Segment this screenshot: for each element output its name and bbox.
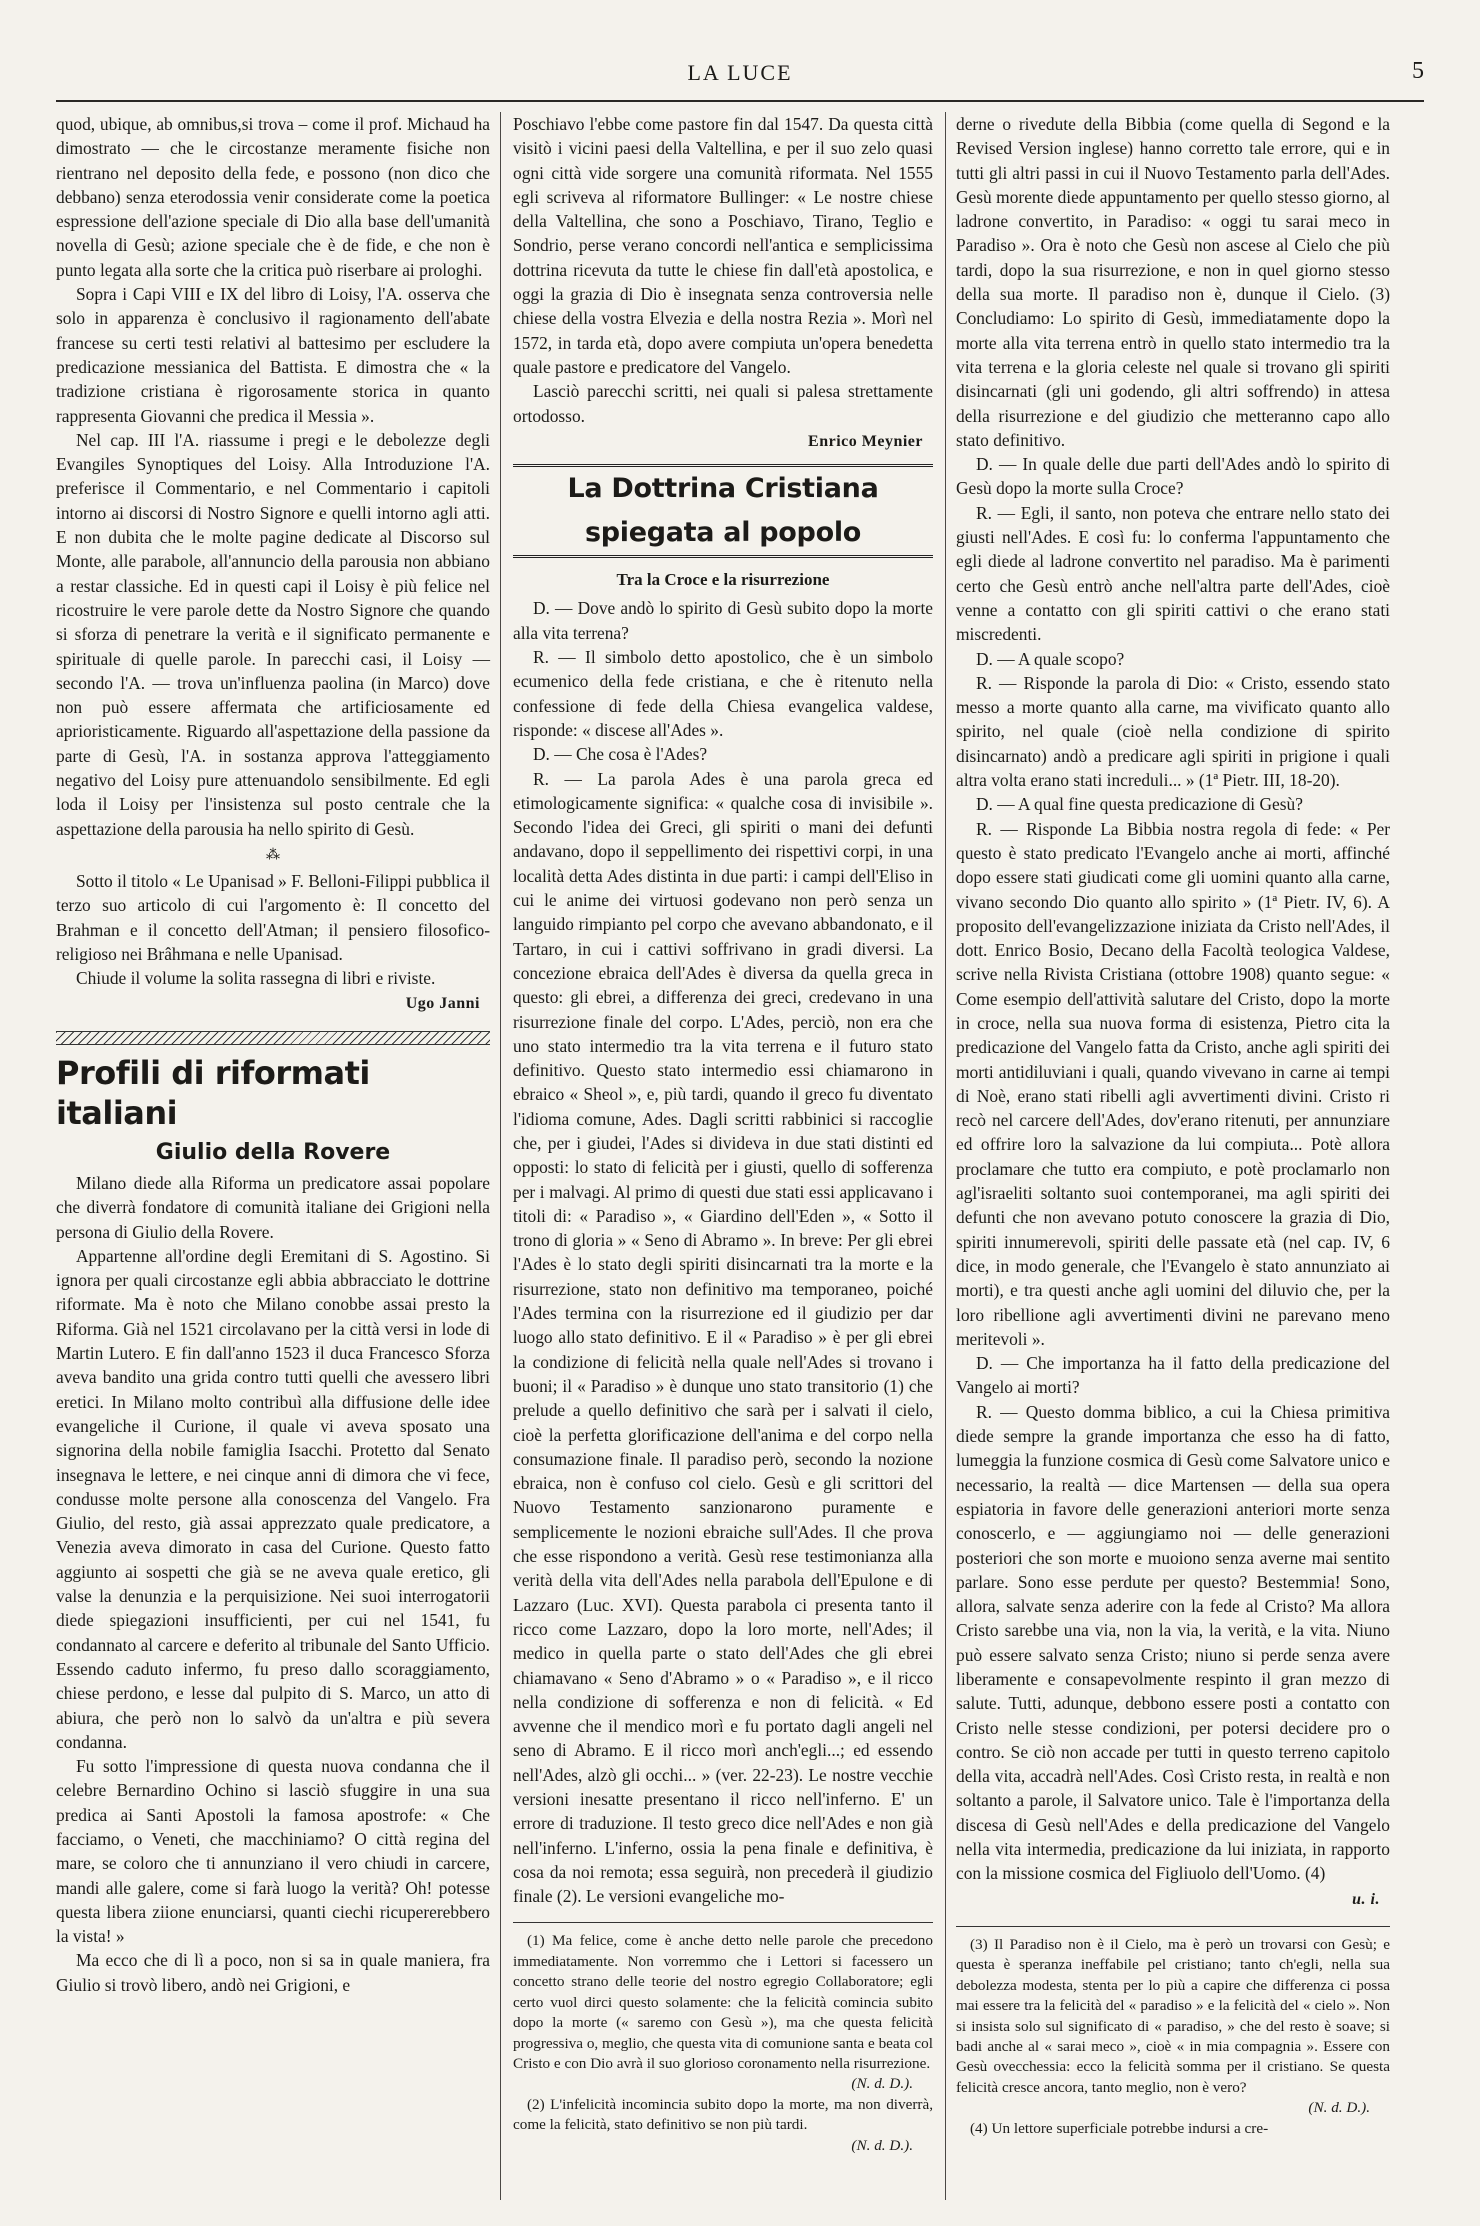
question: D. — In quale delle due parti dell'Ades andò lo spirito di Gesù dopo la morte sulla Croce? <box>956 454 1390 499</box>
answer: R. — Questo domma biblico, a cui la Chiesa primitiva diede sempre la grande importanza che esso ha di fatto, lumeggia la funzione cosmica di Gesù come Salvatore unico e necessario, la realtà — dice Martensen — della sua opera espiatoria in favore delle generazioni anteriori morte senza conoscerlo, e — aggiungiamo noi — delle generazioni posteriori che son morte e muoiono senza averne mai sentito parlare. Sono esse perdute per questo? Bestemmia! Sono, allora, salvate senza aderire con la fede al Cristo? Ma allora Cristo sarebbe una via, non la via, la verità, e la vita. Niuno può essere salvato senza Cristo; niuno si perde senza avere liberamente e consapevolmente respinto il gran mezzo di salute. Tutti, adunque, debbono essere posti a contatto con Cristo nelle stesse condizioni, per potersi decidere pro o contro. Se ciò non accade per tutti in questo terreno capitolo della vita, accadrà nell'Ades. Così Cristo resta, in realtà e non soltanto a parole, il Salvatore unico. Tale è l'importanza della discesa di Gesù nell'Ades e della predicazione del Vangelo nella vita intermedia, predicazione da lui iniziata, in rapporto con la missione cosmica del Figliuolo dell'Uomo. (4) <box>956 1401 1390 1884</box>
question: D. — Dove andò lo spirito di Gesù subito dopo la morte alla vita terrena? <box>513 598 933 643</box>
section-title: Profili di riformati italiani <box>56 1053 370 1132</box>
footnote: (1) Ma felice, come è anche detto nelle parole che precedono immediatamente. Non vorremmo che i Lettori si facessero un concetto strano delle teorie del nostro egregio Collaboratore; egli certo vuol dirci questo solamente: che la felicità comincia subito dopo la morte (« saremo con Gesù »), ma che questa felicità progressiva o, meglio, che questa vita di comunione santa e beata col Cristo e con Dio avrà il suo glorioso coronamento nella risurrezione. <box>513 1932 933 2072</box>
review-paragraph: Sopra i Capi VIII e IX del libro di Loisy, l'A. osserva che solo in apparenza è conclusivo il ragionamento dell'abate francese su certi testi relativi al battesimo per escludere la predicazione messianica del Battista. E dimostra che « la tradizione cristiana è rigorosamente storica in quanto rappresenta Giovanni che predica il Messia ». <box>56 284 490 426</box>
footnote-signature: (N. d. D.). <box>851 2075 913 2093</box>
article-signature: Enrico Meynier <box>808 432 923 450</box>
footnote: (2) L'infelicità incomincia subito dopo la morte, ma non diverrà, come la felicità, stato definitivo se non più tardi. <box>513 2095 933 2134</box>
answer: R. — Risponde la parola di Dio: « Cristo, essendo stato messo a morte quanto alla carne, ma vivificato quanto allo spirito, nel quale (cioè nella condizione di spirito disincarnato) andò a predicare agli spiriti in prigione i quali altra volta erano stati increduli... » (1ª Pietr. III, 18-20). <box>956 672 1390 791</box>
article-paragraph: Fu sotto l'impressione di questa nuova condanna che il celebre Bernardino Ochino si lasciò sfuggire in una sua predica ai Santi Apostoli la famosa apostrofe: « Che facciamo, o Veneti, che macchiniamo? O città regina del mare, se coloro che ti annunziano il vero chiudi in carcere, mandi alle galere, come si farà luogo la verità? Oh! potesse questa libera ziione enunciarsi, quanti ciechi ricupererebbero la vista! » <box>56 1756 490 1947</box>
question: D. — A quale scopo? <box>976 648 1125 669</box>
article-paragraph: Milano diede alla Riforma un predicatore assai popolare che diverrà fondatore di comunità italiane dei Grigioni nella persona di Giulio della Rovere. <box>56 1172 490 1242</box>
answer: R. — Il simbolo detto apostolico, che è un simbolo ecumenico della fede cristiana, e che è ritenuto nella confessione di fede della Chiesa evangelica valdese, risponde: « discese all'Ades ». <box>513 647 933 740</box>
footnote: (4) Un lettore superficiale potrebbe indursi a cre- <box>970 2119 1269 2137</box>
upanisad-paragraph: Sotto il titolo « Le Upanisad » F. Belloni-Filippi pubblica il terzo suo articolo di cui l'argomento è: Il concetto del Brahman e il concetto dell'Atman; il pensiero filosofico-religioso nei Brâhmana e nelle Upanisad. <box>56 870 490 964</box>
asterism-divider: ⁂ <box>266 847 280 863</box>
footnote: (3) Il Paradiso non è il Cielo, ma è però un trovarsi con Gesù; e questa è speranza ineffabile pel cristiano; tanto ch'egli, nella sua debolezza modesta, stenta per lo più a capire che differenza ci possa mai essere tra la felicità del « paradiso » e la felicità del « cielo ». Non si insista solo sul significato di « paradiso, » che del resto è soave; si badi anche al « sarai meco », cioè « in mia compagnia ». Essere con Gesù ovecchessia: ecco la felicità somma per il cristiano. Se questa felicità cresce ancora, tanto meglio, non è vero? <box>956 1935 1390 2096</box>
footnote-signature: (N. d. D.). <box>1308 2099 1370 2117</box>
article-paragraph: Lasciò parecchi scritti, nei quali si palesa strettamente ortodosso. <box>513 381 933 426</box>
question: D. — Che cosa è l'Ades? <box>533 744 708 765</box>
article-paragraph: Appartenne all'ordine degli Eremitani di S. Agostino. Si ignora per quali circostanze egli abbia abbracciato le dottrine riformate. Ma è noto che Milano conobbe assai presto la Riforma. Già nel 1521 circolavano per la città versi in lode di Martin Lutero. E fin dall'anno 1523 il duca Francesco Sforza aveva bandito una grida contro tutti quelli che avessero libri eretici. In Milano molto contribuì alla diffusione delle idee evangeliche il Curione, il quale vi aveva sposato una signorina della nobile famiglia Isacchi. Protetto dal Senato insegnava le lettere, e nei cinque anni di dimora che vi fece, condusse molte persone alla conoscenza del Vangelo. Fra Giulio, del resto, già assai apprezzato quale predicatore, a Venezia aveva dimorato in casa del Curione. Questo fatto aggiunto ai sospetti che già se ne aveva quale eretico, gli valse la denunzia e la perquisizione. Nei suoi interrogatorii diede spiegazioni insufficienti, per cui nel 1541, fu condannato al carcere e deferito al tribunale del Santo Ufficio. Essendo caduto infermo, fu preso dallo scoraggiamento, chiese perdono, e lesse dal pulpito di S. Marco, un atto di abiura, che però non lo salvò da un'altra e più severa condanna. <box>56 1245 490 1752</box>
doctrine-subtitle: Tra la Croce e la risurrezione <box>616 570 830 590</box>
footnotes <box>956 1926 1390 2139</box>
answer: R. — Egli, il santo, non poteva che entrare nello stato dei giusti nell'Ades. E così fu: lo conferma l'appuntamento che egli diede al ladrone convertito nel paradiso. Ma è parimenti certo che Gesù entrò anche nell'altra parte dell'Ades, cioè venne a contatto con gli spiriti cattivi o che erano stati miscredenti. <box>956 502 1390 645</box>
doctrine-title: La Dottrina Cristiana spiegata al popolo <box>513 464 933 558</box>
review-paragraph: quod, ubique, ab omnibus,si trova – come il prof. Michaud ha dimostrato — che le circostanze meramente fisiche non rientrano nel deposito della fede, e possono (non dico che debbano) senza eterodossia venir considerate come la poetica espressione dell'azione speciale di Dio alla base dell'umanità novella di Gesù; azione speciale che è de fide, e che non è punto legata alla sorte che la critica può riserbare ai prologhi. <box>56 114 490 280</box>
article-paragraph: Ma ecco che di lì a poco, non si sa in quale maniera, fra Giulio si trovò libero, andò nei Grigioni, e <box>56 1950 490 1995</box>
review-paragraph: Nel cap. III l'A. riassume i pregi e le debolezze degli Evangiles Synoptiques del Loisy. Alla Introduzione l'A. preferisce il Commentario, e nel Commentario i capitoli intorno ai discorsi di Nostro Signore e quelli intorno agli atti. E non dubita che le molte pagine dedicate al Discorso sul Monte, alle parabole, all'annuncio della parousia non abbiano a restar classiche. Ed in questi capi il Loisy è più felice nel ricostruire le vere parole dette da Nostro Signore che quando si sforza di penetrare la verità e il significato permanente e spirituale di quelle parole. In parecchi casi, il Loisy — secondo l'A. — trova un'influenza paolina (in Marco) dove non può essere affermata che artificiosamente ed aprioristicamente. Riguardo all'aspettazione della passione da parte di Gesù, l'A. in sostanza approva l'atteggiamento negativo del Loisy pure attenuandolo sensibilmente. Ed egli loda il Loisy per l'insistenza sul posto centrale che la aspettazione della parousia ha nello spirito di Gesù. <box>56 429 490 839</box>
section-subtitle: Giulio della Rovere <box>155 1139 391 1165</box>
upanisad-paragraph: Chiude il volume la solita rassegna di libri e riviste. <box>76 968 436 989</box>
newspaper-title: LA LUCE <box>687 60 793 85</box>
question: D. — Che importanza ha il fatto della predicazione del Vangelo ai morti? <box>956 1353 1390 1398</box>
column-2 <box>501 112 945 2200</box>
footnote-signature: (N. d. D.). <box>851 2136 913 2154</box>
article-paragraph: Poschiavo l'ebbe come pastore fin dal 1547. Da questa città visitò i vicini paesi della Valtellina, e per il suo zelo quasi ogni città vide sorgere una comunità riformata. Nel 1555 egli scriveva al riformatore Bullinger: « Le nostre chiese della Valtellina, che sono a Poschiavo, Tirano, Teglio e Sondrio, perse verano concordi nell'antica e semplicissima dottrina ricevuta da tutte le chiese fin dall'età apostolica, e oggi la grazia di Dio è insegnata senza controversia nelle chiese della vostra Elvezia e della nostra Rezia ». Morì nel 1572, in tarda età, dopo avere compiuta un'opera benedetta quale pastore e predicatore del Vangelo. <box>513 114 933 377</box>
column-1 <box>56 112 500 2200</box>
masthead <box>56 54 1424 102</box>
footnotes <box>513 1922 933 2155</box>
page-number: 5 <box>1412 58 1424 84</box>
question: D. — A qual fine questa predicazione di Gesù? <box>976 794 1303 815</box>
column-3 <box>946 112 1390 2200</box>
answer: R. — La parola Ades è una parola greca ed etimologicamente significa: « qualche cosa di invisibile ». Secondo l'idea dei Greci, gli spiriti o mani dei defunti andavano, dopo il seppellimento dei rispettivi corpi, in una località detta Ades distinta in due parti: i campi dell'Eliso in cui le anime dei virtuosi godevano non però senza un languido rimpianto pel corpo che avevano abbandonato, e il Tartaro, in cui i cattivi soffrivano in gradi diversi. La concezione ebraica dell'Ades è diversa da quella greca in questo: gli ebrei, a differenza dei greci, credevano in una risurrezione finale del corpo. L'Ades, perciò, non era che uno stato intermedio tra la vita terrena e il futuro stato definitivo. Questo stato intermedio essi chiamarono in ebraico « Sheol », e, più tardi, quando il greco fu diventato l'idioma comune, Ades. Dagli scritti rabbinici si raccoglie che, per i giudei, l'Ades si divideva in due stati distinti ed opposti: lo stato di felicità per i giusti, quello di sofferenza per i malvagi. Al primo di questi due stati essi applicavano i titoli di: « Paradiso », « Giardino dell'Eden », « Sotto il trono di gloria » « Seno di Abramo ». In breve: Per gli ebrei l'Ades è lo stato degli spiriti disincarnati tra la morte e la risurrezione, stato non definitivo ma temporaneo, poiché l'Ades termina con la risurrezione ed il giudizio per dar luogo allo stato definitivo. E il « Paradiso » è per gli ebrei la condizione di felicità nella quale nell'Ades si trovano i buoni; il « Paradiso » è dunque uno stato transitorio (1) che prelude a quello definitivo che sarà per i salvati il cielo, cioè la perfetta glorificazione dell'anima e del corpo nella consumazione finale. Il paradiso però, secondo la nozione ebraica, non è confuso col cielo. Gesù e gli scrittori del Nuovo Testamento sanzionarono puramente e semplicemente le nozioni ebraiche sull'Ades. Il che prova che esse rispondono a verità. Gesù rese testimonianza alla verità della vita dell'Ades nella parabola dell'Epulone e di Lazzaro (Luc. XVI). Questa parabola ci presenta tanto il ricco come Lazzaro, dopo la loro morte, nell'Ades; il medico in quella parte o stato dell'Ades che gli ebrei chiamavano « Seno d'Abramo » o « Paradiso », e il ricco nella condizione di sofferenza e non di felicità. « Ed avvenne che il mendico morì e fu portato dagli angeli nel seno di Abramo. E il ricco morì anch'egli...; ed essendo nell'Ades, alzò gli occhi... » (ver. 22-23). Le nostre vecchie versioni inesatte presentano il ricco nell'inferno. E' un errore di traduzione. Il testo greco dice nell'Ades e non già nell'inferno. L'inferno, ossia la pena finale e definitiva, è cosa da noi remota; essa seguirà, non precederà il giudizio finale (2). Le versioni evangeliche mo- <box>513 768 933 1907</box>
doctrine-paragraph: derne o rivedute della Bibbia (come quella di Segond e la Revised Version inglese) hanno corretto tale errore, qui e in tutti gli altri passi in cui il Nuovo Testamento parla dell'Ades. Gesù morente diede appuntamento per quello stesso giorno, al ladrone convertito, in Paradiso: « oggi tu sarai meco in Paradiso ». Ora è noto che Gesù non ascese al Cielo che più tardi, dopo la sua risurrezione, e non in quel giorno stesso della sua morte. Il paradiso non è, dunque il Cielo. (3) Concludiamo: Lo spirito di Gesù, immediatamente dopo la morte alla vita terrena entrò in quello stato intermedio tra la vita terrena e la gloria celeste nel quale si trovano gli spiriti disincarnati (gli uni godendo, gli altri soffrendo) in attesa della risurrezione e del giudizio che metteranno capo allo stato definitivo. <box>956 114 1390 450</box>
answer: R. — Risponde La Bibbia nostra regola di fede: « Per questo è stato predicato l'Evangelo anche ai morti, affinché dopo essere stati giudicati come gli uomini quanto alla carne, vivano secondo Dio quanto allo spirito » (1ª Pietr. IV, 6). A proposito dell'evangelizzazione iniziata da Cristo nell'Ades, il dott. Enrico Bosio, Decano della Facoltà teologica Valdese, scrive nella Rivista Cristiana (ottobre 1908) quanto segue: « Come esempio dell'attività salutare del Cristo, dopo la morte in croce, nella sua nuova forma di esistenza, Pietro cita la predicazione del Vangelo fatta da Cristo, anche agli spiriti dei morti antidiluviani i quali, quando vivevano in carne ai tempi di Noè, erano stati ribelli agli avvertimenti divini. Cristo ri recò nel carcere dell'Ades, dov'erano ritenuti, per annunziare ed offrire loro la salvazione da lui compiuta... Potè allora proclamare che tutto era compiuto, e potè proclamarlo non agl'israeliti soltanto suoi contemporanei, ma agli spiriti dei defunti che non avevano potuto conoscere la grazia di Dio, spiriti innumerevoli, spiriti delle passate età (nel cap. IV, 6 dice, in modo generale, che l'Evangelo è stato annunziato ai morti), e tra questi anche agli uomini del diluvio che, per la loro ribellione agli avvertimenti divini ne parevano meno meritevoli ». <box>956 818 1390 1349</box>
doctrine-signature: u. i. <box>1352 1890 1380 1908</box>
columns <box>56 112 1424 2200</box>
review-signature: Ugo Janni <box>405 995 480 1013</box>
wavy-divider <box>56 1031 490 1045</box>
